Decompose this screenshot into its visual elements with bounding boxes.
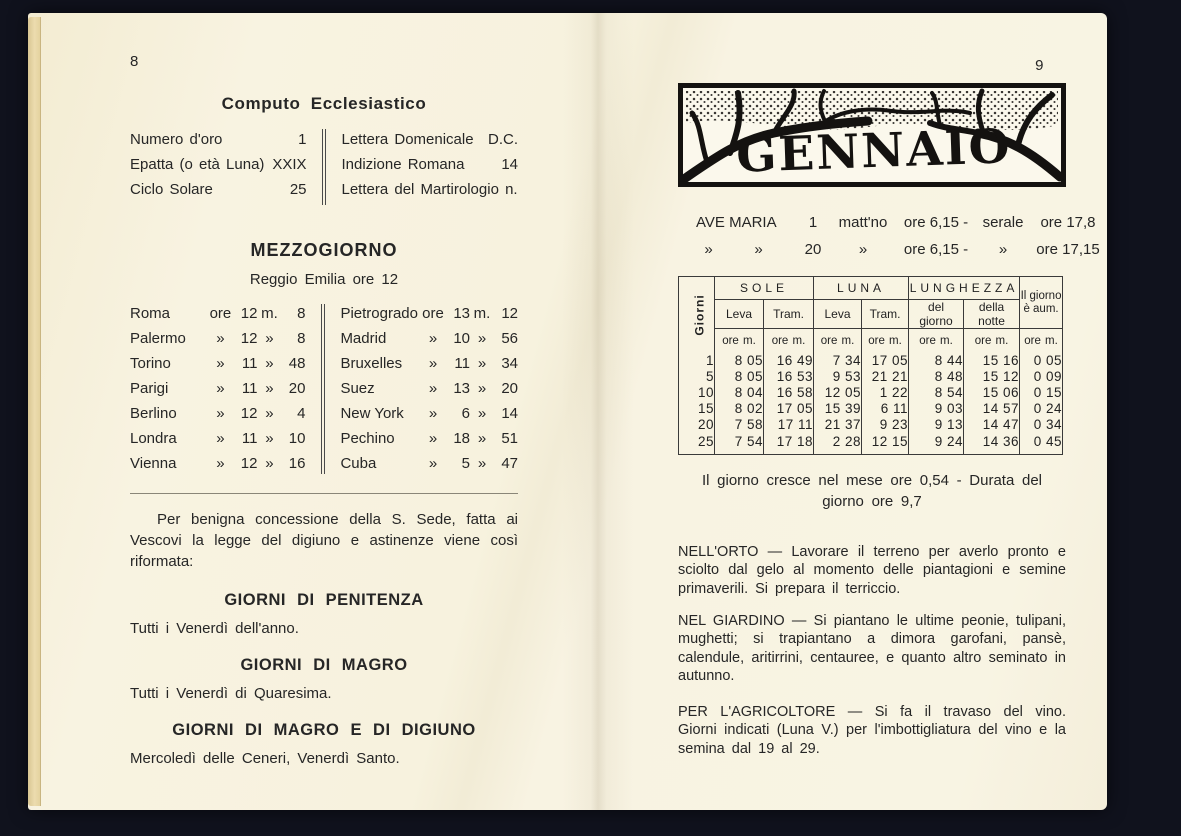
unit-ore-m: ore m. — [764, 329, 814, 353]
ave-day: 20 — [804, 241, 822, 258]
fasting-section — [130, 721, 518, 767]
minute-value: 48 — [288, 355, 306, 372]
sole-leva-cell: 8 05 — [715, 369, 764, 385]
min-label: » — [265, 405, 274, 422]
minute-value: 4 — [297, 405, 306, 422]
hour-value: 13 — [453, 305, 470, 322]
mezzogiorno-subtitle: Reggio Emilia ore 12 — [249, 271, 399, 288]
min-label: » — [265, 455, 274, 472]
table-subheader-del-giorno: del giorno — [909, 300, 964, 329]
luna-tram-cell: 6 11 — [862, 401, 909, 417]
minute-value: 10 — [288, 430, 306, 447]
table-header-sole: SOLE — [715, 277, 814, 300]
hour-value: 10 — [453, 330, 470, 347]
ave-period: matt'no — [838, 214, 888, 231]
minute-value: 8 — [297, 305, 306, 322]
city-name: Pechino — [340, 430, 395, 447]
min-label: » — [477, 380, 487, 397]
city-time-row — [340, 401, 518, 426]
page-number-right: 9 — [1035, 57, 1044, 74]
section-body: Tutti i Venerdì dell'anno. — [130, 620, 299, 637]
day-cell: 1 — [679, 353, 715, 369]
sole-leva-cell: 8 02 — [715, 401, 764, 417]
computo-row — [130, 127, 307, 152]
computo-row — [342, 152, 519, 177]
computo-value: D.C. — [488, 131, 518, 148]
lunghezza-notte-cell: 15 12 — [964, 369, 1020, 385]
city-name: Bruxelles — [340, 355, 403, 372]
luna-leva-cell: 12 05 — [814, 385, 862, 401]
table-subheader-sole-tram: Tram. — [764, 300, 814, 329]
paragraph-nell-orto: NELL'ORTO — Lavorare il terreno per averlo pronto e sciolto dal gelo al momento delle piantagioni e semine primaverili. Si prepara il terriccio. — [678, 543, 1066, 597]
book-gutter — [562, 13, 634, 810]
min-label: » — [265, 330, 274, 347]
hour-value: 12 — [240, 405, 258, 422]
min-label: » — [265, 430, 274, 447]
lunghezza-giorno-cell: 9 13 — [909, 417, 964, 433]
luna-leva-cell: 2 28 — [814, 434, 862, 455]
minute-value: 8 — [297, 330, 306, 347]
aumento-cell: 0 05 — [1033, 352, 1063, 368]
aumento-cell: 0 45 — [1033, 433, 1063, 449]
sole-tram-cell: 16 53 — [764, 369, 814, 385]
min-label: » — [477, 405, 487, 422]
sole-leva-cell: 7 54 — [715, 434, 764, 455]
minute-value: 14 — [501, 405, 518, 422]
lunghezza-notte-cell: 15 16 — [964, 353, 1020, 369]
right-page — [678, 13, 1100, 759]
day-growth-note: Il giorno cresce nel mese ore 0,54 - Durata del giorno ore 9,7 — [702, 471, 1042, 510]
sole-tram-cell: 16 58 — [764, 385, 814, 401]
ore-label: » — [428, 330, 438, 347]
computo-label: Epatta (o età Luna) — [130, 156, 265, 173]
section-body: Tutti i Venerdì di Quaresima. — [130, 685, 332, 702]
min-label: » — [265, 355, 274, 372]
computo-left-column — [130, 127, 307, 205]
city-time-row — [340, 326, 518, 351]
ave-evening-label: serale — [982, 214, 1024, 231]
ore-label: » — [428, 405, 438, 422]
minute-value: 51 — [501, 430, 518, 447]
min-label: » — [477, 330, 487, 347]
table-row — [679, 353, 1063, 369]
city-name: Suez — [340, 380, 375, 397]
computo-value: 14 — [501, 156, 518, 173]
ore-label: » — [428, 430, 438, 447]
mezzogiorno-columns — [130, 301, 518, 476]
book-spread — [28, 13, 1107, 810]
fasting-section — [130, 656, 518, 702]
day-cell: 10 — [679, 385, 715, 401]
lunghezza-giorno-cell: 8 54 — [909, 385, 964, 401]
ore-label: » — [216, 330, 225, 347]
city-name: Torino — [130, 355, 171, 372]
computo-right-column — [342, 127, 519, 205]
table-subheader-luna-leva: Leva — [814, 300, 862, 329]
minute-value: 56 — [501, 330, 518, 347]
section-heading: GIORNI DI MAGRO — [240, 656, 408, 674]
table-header-days: Giorni — [679, 277, 715, 353]
luna-leva-cell: 9 53 — [814, 369, 862, 385]
unit-ore-m: ore m. — [909, 329, 964, 353]
min-label: » — [477, 430, 487, 447]
ore-label: » — [428, 355, 438, 372]
luna-tram-cell: 1 22 — [862, 385, 909, 401]
city-time-row — [130, 401, 305, 426]
minute-value: 34 — [501, 355, 518, 372]
aumento-cell: 0 34 — [1033, 417, 1063, 433]
minute-value: 47 — [501, 455, 518, 472]
table-subheader-sole-leva: Leva — [715, 300, 764, 329]
table-row — [679, 417, 1063, 433]
table-header-luna: LUNA — [814, 277, 909, 300]
luna-tram-cell: 9 23 — [862, 417, 909, 433]
lunghezza-giorno-cell: 8 48 — [909, 369, 964, 385]
sole-leva-cell: 8 05 — [715, 353, 764, 369]
computo-row — [342, 177, 519, 202]
hour-value: 11 — [241, 430, 258, 447]
city-name: Cuba — [340, 455, 377, 472]
luna-leva-cell: 15 39 — [814, 401, 862, 417]
unit-ore-m: ore m. — [862, 329, 909, 353]
day-cell: 5 — [679, 369, 715, 385]
ave-maria-row — [696, 209, 1096, 236]
book-page-edges — [28, 17, 41, 806]
mezzogiorno-title: MEZZOGIORNO — [250, 240, 398, 260]
computo-row — [130, 152, 307, 177]
lunghezza-notte-cell: 14 36 — [964, 434, 1020, 455]
hour-value: 6 — [461, 405, 470, 422]
city-time-row — [340, 376, 518, 401]
computo-label: Indizione Romana — [341, 156, 465, 173]
month-title: GENNAIO — [735, 119, 1013, 184]
min-label: » — [265, 380, 274, 397]
day-cell: 25 — [679, 434, 715, 455]
paragraph-per-agricoltore: PER L'AGRICOLTORE — Si fa il travaso del vino. Giorni indicati (Luna V.) per l'imbottigliatura del vino e la semina dal 19 al 29. — [678, 703, 1066, 758]
ore-label: ore — [422, 305, 444, 322]
fasting-section — [130, 591, 518, 637]
ave-evening-label: » — [998, 241, 1008, 258]
sun-moon-table — [678, 276, 1063, 455]
left-page — [130, 13, 518, 767]
aumento-cell: 0 24 — [1033, 401, 1063, 417]
computo-title: Computo Ecclesiastico — [221, 94, 427, 113]
ave-maria-row — [696, 236, 1100, 263]
luna-leva-cell: 21 37 — [814, 417, 862, 433]
city-name: Parigi — [130, 380, 169, 397]
double-rule-divider — [321, 304, 325, 474]
minute-value: 20 — [288, 380, 306, 397]
lunghezza-giorno-cell: 8 44 — [909, 353, 964, 369]
table-row — [679, 385, 1063, 401]
city-time-row — [340, 451, 518, 476]
ave-morning-time: ore 6,15 - — [903, 214, 969, 231]
unit-ore-m: ore m. — [814, 329, 862, 353]
ave-evening-time: ore 17,15 — [1036, 241, 1100, 258]
city-time-row — [340, 426, 518, 451]
city-time-row — [340, 351, 518, 376]
computo-value: XXIX — [272, 156, 307, 173]
city-time-row — [130, 426, 305, 451]
ave-period: » — [858, 241, 868, 258]
ore-label: » — [216, 355, 225, 372]
ore-label: » — [216, 455, 225, 472]
sole-tram-cell: 17 11 — [764, 417, 814, 433]
city-name: Berlino — [130, 405, 177, 422]
city-name: Roma — [130, 305, 171, 322]
luna-tram-cell: 12 15 — [862, 434, 909, 455]
hour-value: 12 — [240, 330, 258, 347]
computo-label: Lettera del Martirologio n. — [341, 181, 518, 198]
city-name: Londra — [130, 430, 177, 447]
city-time-row — [130, 451, 305, 476]
ave-day: 1 — [808, 214, 818, 231]
aumento-cell: 0 15 — [1033, 384, 1063, 400]
hour-value: 11 — [454, 355, 470, 372]
sole-tram-cell: 17 18 — [764, 434, 814, 455]
city-time-row — [130, 301, 305, 326]
table-row — [679, 434, 1063, 455]
city-time-row — [130, 376, 305, 401]
luna-tram-cell: 17 05 — [862, 353, 909, 369]
min-label: m. — [473, 305, 491, 322]
hour-value: 11 — [241, 355, 258, 372]
unit-ore-m: ore m. — [964, 329, 1020, 353]
table-header-lunghezza: LUNGHEZZA — [909, 277, 1020, 300]
minute-value: 20 — [501, 380, 518, 397]
unit-ore-m: ore m. — [715, 329, 764, 353]
min-label: m. — [261, 305, 278, 322]
ore-label: » — [428, 455, 438, 472]
ave-morning-time: ore 6,15 - — [903, 241, 969, 258]
computo-label: Lettera Domenicale — [341, 131, 474, 148]
table-row — [679, 369, 1063, 385]
luna-tram-cell: 21 21 — [862, 369, 909, 385]
hour-value: 18 — [453, 430, 470, 447]
city-name: Vienna — [130, 455, 177, 472]
lunghezza-giorno-cell: 9 03 — [909, 401, 964, 417]
city-time-row — [130, 351, 305, 376]
luna-leva-cell: 7 34 — [814, 353, 862, 369]
hour-value: 11 — [241, 380, 258, 397]
table-subheader-luna-tram: Tram. — [862, 300, 909, 329]
cities-right-column — [340, 301, 518, 476]
computo-row — [342, 127, 519, 152]
lunghezza-notte-cell: 15 06 — [964, 385, 1020, 401]
table-header-aumento: Il giorno è aum. — [1020, 277, 1063, 329]
sole-leva-cell: 8 04 — [715, 385, 764, 401]
min-label: » — [477, 355, 487, 372]
aumento-cell: 0 09 — [1033, 368, 1063, 384]
ore-label: » — [216, 380, 225, 397]
min-label: » — [477, 455, 487, 472]
ave-maria-block — [678, 209, 1100, 263]
page-number-left: 8 — [130, 53, 139, 70]
city-name: Palermo — [130, 330, 186, 347]
day-cell: 15 — [679, 401, 715, 417]
hour-value: 13 — [453, 380, 470, 397]
double-rule-divider — [322, 129, 326, 205]
city-time-row — [340, 301, 518, 326]
table-row — [679, 401, 1063, 417]
city-name: Madrid — [340, 330, 387, 347]
paragraph-nel-giardino: NEL GIARDINO — Si piantano le ultime peonie, tulipani, mughetti; si trapiantano a dimora garofani, pansè, calendule, aritirrini, centauree, e quanto altro seminato in autunno. — [678, 612, 1066, 685]
hour-value: 12 — [240, 455, 258, 472]
section-divider-rule — [130, 493, 518, 494]
minute-value: 16 — [288, 455, 306, 472]
lunghezza-giorno-cell: 9 24 — [909, 434, 964, 455]
table-subheader-della-notte: della notte — [964, 300, 1020, 329]
lunghezza-notte-cell: 14 57 — [964, 401, 1020, 417]
city-name: New York — [340, 405, 404, 422]
sole-tram-cell: 16 49 — [764, 353, 814, 369]
sole-tram-cell: 17 05 — [764, 401, 814, 417]
hour-value: 12 — [240, 305, 258, 322]
unit-ore-m: ore m. — [1024, 334, 1058, 347]
computo-label: Numero d'oro — [130, 131, 223, 148]
day-cell: 20 — [679, 417, 715, 433]
city-name: Pietrogrado — [340, 305, 418, 322]
cities-left-column — [130, 301, 305, 476]
ore-label: » — [216, 430, 225, 447]
computo-value: 25 — [289, 181, 307, 198]
section-heading: GIORNI DI MAGRO E DI DIGIUNO — [172, 721, 476, 739]
lunghezza-notte-cell: 14 47 — [964, 417, 1020, 433]
city-time-row — [130, 326, 305, 351]
minute-value: 12 — [501, 305, 518, 322]
ore-label: ore — [209, 305, 232, 322]
sole-leva-cell: 7 58 — [715, 417, 764, 433]
computo-value: 1 — [298, 131, 307, 148]
ore-label: » — [216, 405, 225, 422]
decree-paragraph: Per benigna concessione della S. Sede, fatta ai Vescovi la legge del digiuno e astinenze viene così riformata: — [130, 511, 518, 570]
ave-label: » » — [696, 241, 763, 258]
fasting-sections — [130, 591, 518, 767]
section-heading: GIORNI DI PENITENZA — [224, 591, 424, 609]
computo-columns — [130, 127, 518, 205]
computo-label: Ciclo Solare — [130, 181, 213, 198]
ore-label: » — [428, 380, 438, 397]
ave-label: AVE MARIA — [696, 214, 777, 231]
hour-value: 5 — [461, 455, 470, 472]
section-body: Mercoledì delle Ceneri, Venerdì Santo. — [130, 750, 400, 767]
ave-evening-time: ore 17,8 — [1040, 214, 1096, 231]
computo-row — [130, 177, 307, 202]
month-banner-illustration — [678, 83, 1066, 187]
